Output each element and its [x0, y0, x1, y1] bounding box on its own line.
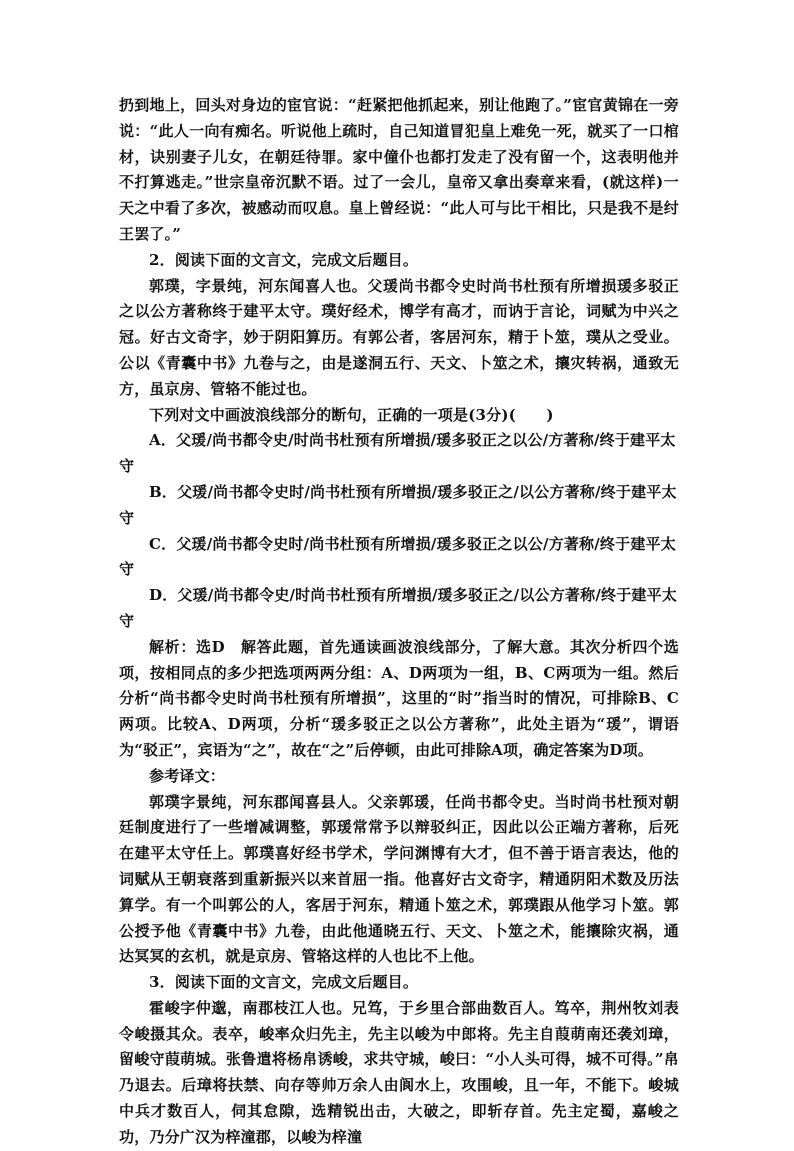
option-d: D．父瑗/尚书都令史/时尚书杜预有所增损/瑗多驳正之/以公方著称/终于建平太守: [119, 586, 678, 630]
question-2-translation: 郭璞字景纯，河东郡闻喜县人。父亲郭瑗，任尚书都令史。当时尚书杜预对朝廷制度进行了一些增减调整，郭瑗常常予以辩驳纠正，因此以公正端方著称，后死在建平太守任上。郭璞喜好经书学术，学问渊博有大才，但不善于语言表达，他的词赋从王朝衰落到重新振兴以来首屈一指。他喜好古文奇字，精通阴阳术数及历法算学。有一个叫郭公的人，客居于河东，精通卜筮之术，郭璞跟从他学习卜筮。郭公授予他《青囊中书》九卷，由此他通晓五行、天文、卜筮之术，能攘除灾祸，通达冥冥的玄机，就是京房、管辂这样的人也比不上他。: [119, 792, 679, 966]
document-page: [119, 93, 679, 1151]
question-3-title: 3．阅读下面的文言文，完成文后题目。: [149, 973, 419, 992]
translation-label: 参考译文：: [149, 766, 226, 785]
question-2-analysis: 解析：选D 解答此题，首先通读画波浪线部分，了解大意。其次分析四个选项，按相同点的多少把选项两两分组：A、D两项为一组，B、C两项为一组。然后分析“尚书都令史时尚书杜预有所增损”，这里的“时”指当时的情况，可排除B、C两项。比较A、D两项，分析“瑗多驳正之以公方著称”，此处主语为“瑗”，谓语为“驳正”，宾语为“之”，故在“之”后停顿，由此可排除A项，确定答案为D项。: [119, 637, 679, 759]
option-a: A．父瑗/尚书都令史/时尚书杜预有所增损/瑗多驳正之以公/方著称/终于建平太守: [119, 431, 676, 476]
option-c: C．父瑗/尚书都令史时/尚书杜预有所增损/瑗多驳正之以公/方著称/终于建平太守: [119, 534, 676, 579]
question-2-prompt: 下列对文中画波浪线部分的断句，正确的一项是(3分)( ): [149, 405, 554, 424]
question-3-passage: 霍峻字仲邈，南郡枝江人也。兄笃，于乡里合部曲数百人。笃卒，荆州牧刘表令峻摄其众。表卒，峻率众归先主，先主以峻为中郎将。先主自葭萌南还袭刘璋，留峻守葭萌城。张鲁遣将杨帛诱峻，求共守城，峻曰：“小人头可得，城不可得。”帛乃退去。后璋将扶禁、向存等帅万余人由阆水上，攻围峻，且一年，不能下。峻城中兵才数百人，伺其怠隙，选精锐出击，大破之，即斩存首。先主定蜀，嘉峻之功，乃分广汉为梓潼郡，以峻为梓潼: [119, 998, 679, 1146]
intro-paragraph: 扔到地上，回头对身边的宦官说：“赶紧把他抓起来，别让他跑了。”宦官黄锦在一旁说：“此人一向有痴名。听说他上疏时，自己知道冒犯皇上难免一死，就买了一口棺材，诀别妻子儿女，在朝廷待罪。家中僮仆也都打发走了没有留一个，这表明他并不打算逃走。”世宗皇帝沉默不语。过了一会儿，皇帝又拿出奏章来看，(就这样)一天之中看了多次，被感动而叹息。皇上曾经说：“此人可与比干相比，只是我不是纣王罢了。”: [119, 96, 679, 243]
question-2-title: 2．阅读下面的文言文，完成文后题目。: [149, 250, 419, 269]
option-b: B．父瑗/尚书都令史时/尚书杜预有所增损/瑗多驳正之/以公方著称/终于建平太守: [119, 482, 677, 527]
question-2-passage: 郭璞，字景纯，河东闻喜人也。父瑗尚书都令史时尚书杜预有所增损瑗多驳正之以公方著称终于建平太守。璞好经术，博学有高才，而讷于言论，词赋为中兴之冠。好古文奇字，妙于阴阳算历。有郭公者，客居河东，精于卜筮，璞从之受业。公以《青囊中书》九卷与之，由是遂洞五行、天文、卜筮之术，攘灾转祸，通致无方，虽京房、管辂不能过也。: [119, 276, 679, 398]
